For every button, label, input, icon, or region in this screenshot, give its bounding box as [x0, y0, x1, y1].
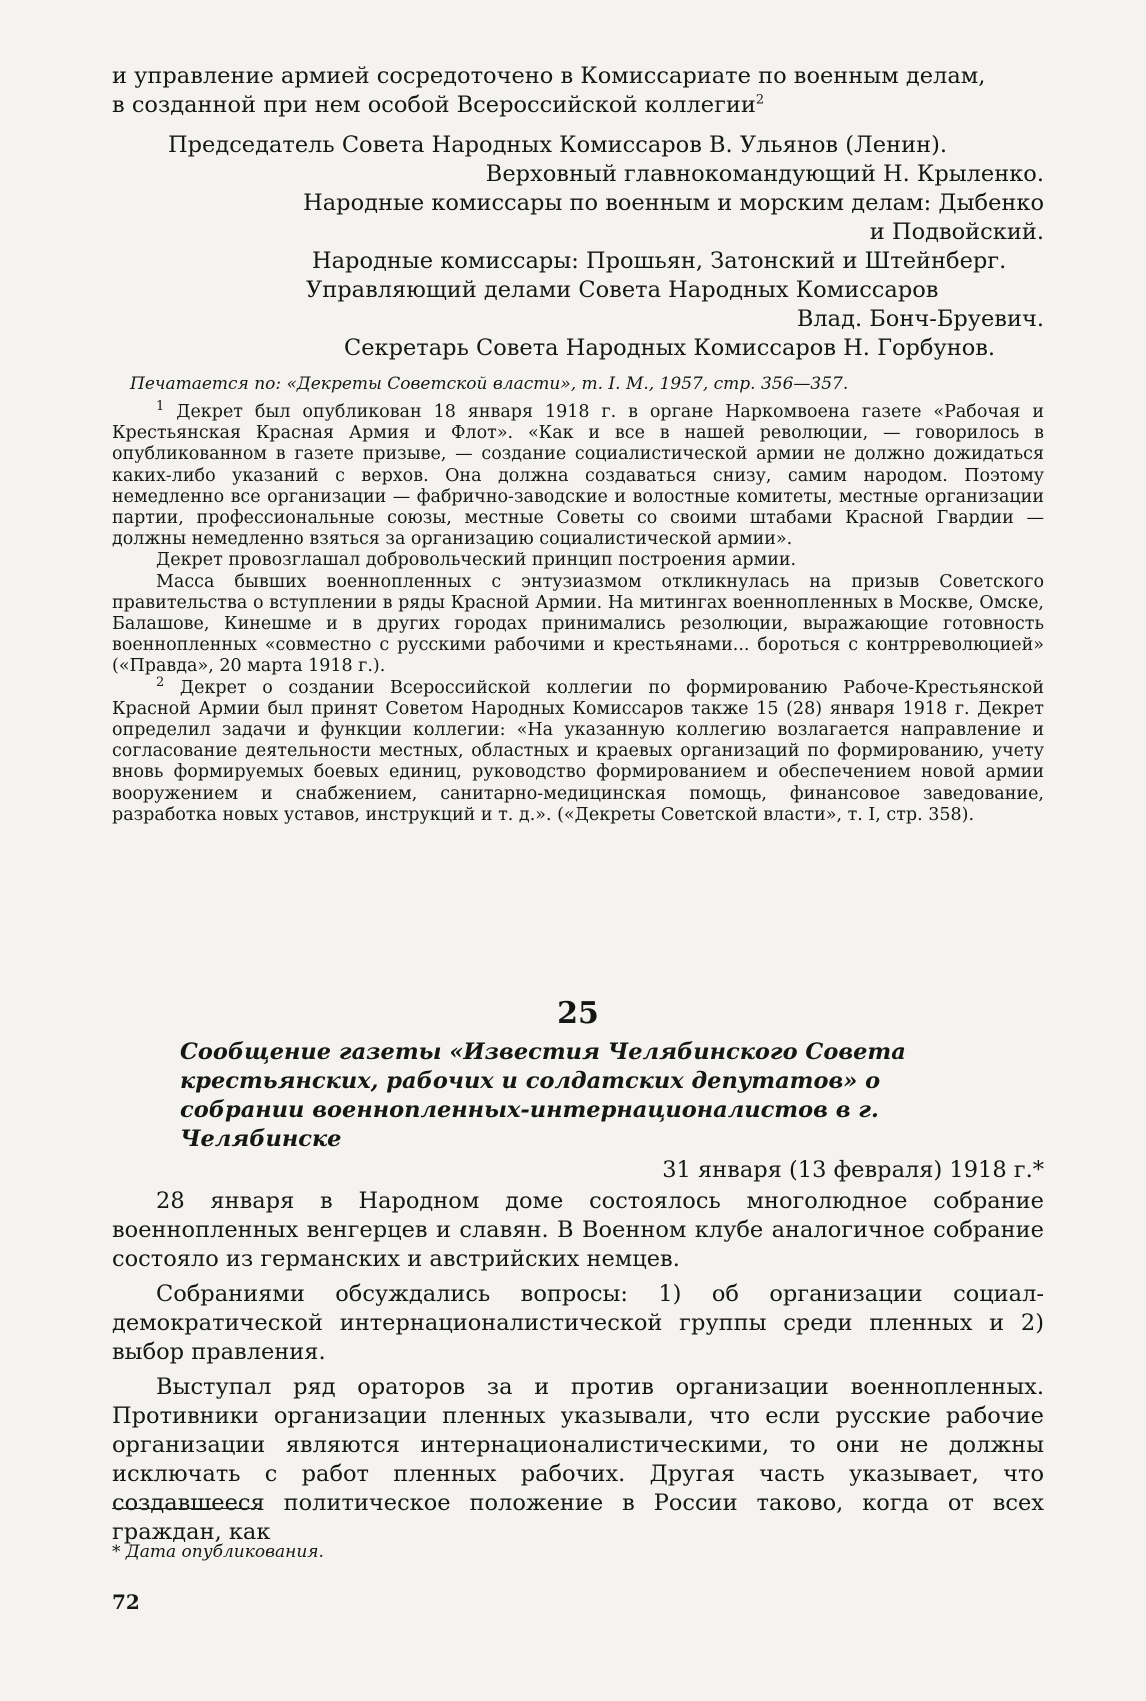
endnote-1-cont-a: Декрет провозглашал добровольческий принцип построения армии.	[156, 550, 797, 571]
document-heading	[112, 996, 1044, 1185]
document-title: Сообщение газеты «Известия Челябинского Совета крестьянских, рабочих и солдатских депутатов» о собрании военнопленных-интернационалистов в г. Челябинске	[180, 1039, 906, 1152]
endnote-1-marker: 1	[156, 399, 165, 415]
decree-text-line-2	[112, 91, 1044, 120]
endnote-1-cont-b: Масса бывших военнопленных с энтузиазмом откликнулась на призыв Советского правительства о вступлении в ряды Красной Армии. На митингах военнопленных в Москве, Омске, Балашове, Кинешме и в других городах принимались резолюции, выражающие готовность военнопленных «совместно с русскими рабочими и крестьянами... бороться с контрреволюцией» («Правда», 20 марта 1918 г.).	[112, 571, 1044, 677]
decree-text-line-1: и управление армией сосредоточено в Комиссариате по военным делам,	[112, 63, 986, 89]
note-ref-2: 2	[755, 92, 765, 108]
endnotes	[112, 399, 1044, 826]
body-paragraph-1: 28 января в Народном доме состоялось многолюдное собрание военнопленных венгерцев и славян. В Военном клубе аналогичное собрание состояло из германских и австрийских немцев.	[112, 1188, 1044, 1272]
endnote-2	[112, 674, 1044, 826]
endnote-1-text: Декрет был опубликован 18 января 1918 г. в органе Наркомвоена газете «Рабочая и Крестьянская Красная Армия и Флот». «Как и все в нашей революции, — говорилось в опубликованном в газете призыве, — создание социалистической армии не должно дожидаться каких-либо указаний с верхов. Она должна создаваться снизу, самим народом. Поэтому немедленно все организации — фабрично-заводские и волостные комитеты, местные организации партии, профессиональные союзы, местные Советы со своими штабами Красной Гвардии — должны немедленно взяться за организацию социалистической армии».	[112, 402, 1044, 550]
document-number: 25	[557, 996, 599, 1031]
signature-commissars: Народные комиссары: Прошьян, Затонский и Штейнберг.	[312, 248, 1007, 274]
document-date: 31 января (13 февраля) 1918 г.*	[662, 1157, 1044, 1183]
signature-secretary: Секретарь Совета Народных Комиссаров Н. Горбунов.	[344, 335, 996, 361]
footnote: * Дата опубликования.	[112, 1542, 324, 1562]
signature-war-commissars-cont: и Подвойский.	[869, 219, 1044, 245]
decree-ending	[112, 62, 1044, 120]
signature-manager: Управляющий делами Совета Народных Комиссаров	[306, 277, 939, 303]
body-paragraph-3: Выступал ряд ораторов за и против организации военнопленных. Противники организации пленных указывали, что если русские рабочие организации являются интернационалистическими, то они не должны исключать с работ пленных рабочих. Другая часть указывает, что создавшееся политическое положение в России таково, когда от всех граждан, как	[112, 1374, 1044, 1545]
endnote-1	[112, 399, 1044, 550]
body-paragraph-2: Собраниями обсуждались вопросы: 1) об организации социал-демократической интернационалистической группы среди пленных и 2) выбор правления.	[112, 1281, 1044, 1365]
source-note	[112, 373, 1044, 395]
signature-chairman: Председатель Совета Народных Комиссаров В. Ульянов (Ленин).	[168, 132, 948, 158]
document-body	[112, 1187, 1044, 1547]
endnote-2-marker: 2	[156, 674, 165, 690]
page-number: 72	[112, 1590, 140, 1614]
decree-text-line-2-text: в созданной при нем особой Всероссийской коллегии	[112, 92, 756, 118]
source-note-text: Печатается по: «Декреты Советской власти», т. I. М., 1957, стр. 356—357.	[130, 374, 849, 394]
endnote-2-text: Декрет о создании Всероссийской коллегии по формированию Рабоче-Крестьянской Красной Армии был принят Советом Народных Комиссаров также 15 (28) января 1918 г. Декрет определил задачи и функции коллегии: «На указанную коллегию возлагается направление и согласование деятельности местных, областных и краевых организаций по формированию, учету вновь формируемых боевых единиц, руководство формированием и обеспечением новой армии вооружением и снабжением, санитарно-медицинская помощь, финансовое заведование, разработка новых уставов, инструкций и т. д.». («Декреты Советской власти», т. I, стр. 358).	[112, 677, 1044, 825]
signature-war-commissars: Народные комиссары по военным и морским делам: Дыбенко	[303, 190, 1044, 216]
footnote-divider	[112, 1508, 260, 1509]
signature-commander: Верховный главнокомандующий Н. Крыленко.	[485, 161, 1044, 187]
signatures-block	[112, 131, 1044, 363]
signature-manager-name: Влад. Бонч-Бруевич.	[796, 306, 1044, 332]
